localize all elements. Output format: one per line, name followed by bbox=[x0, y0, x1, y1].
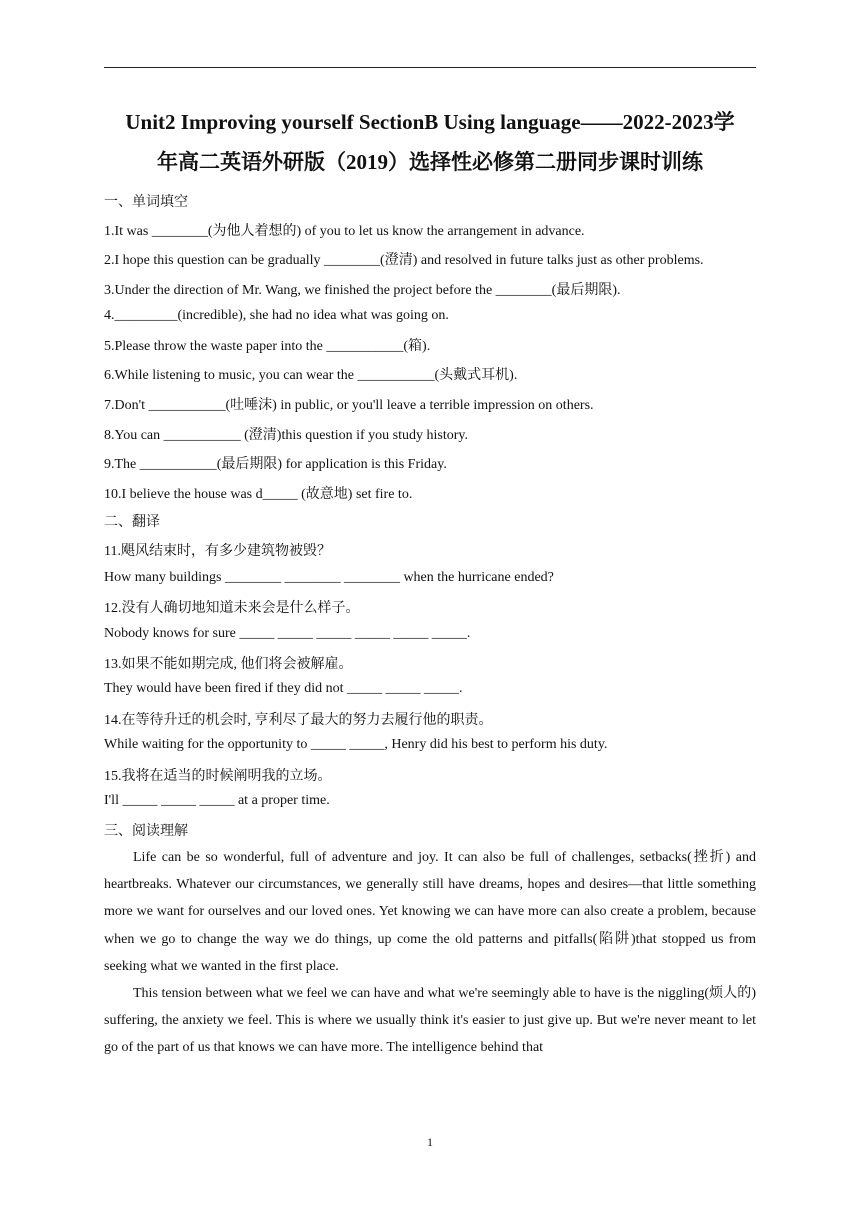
question-13-english: They would have been fired if they did not _____ _____ _____. bbox=[104, 681, 463, 696]
question-14-english: While waiting for the opportunity to _____ _____, Henry did his best to perform his duty. bbox=[104, 737, 608, 752]
question-9: 9.The ___________(最后期限) for application is this Friday. bbox=[104, 457, 447, 472]
header-rule bbox=[104, 67, 756, 68]
question-11-chinese: 11.飓风结束时，有多少建筑物被毁？ bbox=[104, 544, 331, 559]
question-4: 4._________(incredible), she had no idea what was going on. bbox=[104, 308, 449, 323]
reading-passage bbox=[104, 844, 756, 1062]
question-15-chinese: 15.我将在适当的时候阐明我的立场。 bbox=[104, 769, 332, 784]
question-3: 3.Under the direction of Mr. Wang, we finished the project before the ________(最后期限). bbox=[104, 283, 621, 298]
section-heading-reading: 三、阅读理解 bbox=[104, 824, 188, 839]
question-6: 6.While listening to music, you can wear the ___________(头戴式耳机). bbox=[104, 368, 518, 383]
question-14-chinese: 14.在等待升迁的机会时, 亨利尽了最大的努力去履行他的职责。 bbox=[104, 713, 493, 728]
question-11-english: How many buildings ________ ________ ________ when the hurricane ended? bbox=[104, 570, 554, 585]
question-10: 10.I believe the house was d_____ (故意地) set fire to. bbox=[104, 487, 413, 502]
question-13-chinese: 13.如果不能如期完成, 他们将会被解雇。 bbox=[104, 657, 353, 672]
question-15-english: I'll _____ _____ _____ at a proper time. bbox=[104, 793, 330, 808]
document-title-line-2: 年高二英语外研版（2019）选择性必修第二册同步课时训练 bbox=[157, 150, 703, 174]
question-2: 2.I hope this question can be gradually ________(澄清) and resolved in future talks just as other problems. bbox=[104, 253, 704, 268]
document-title-line-1: Unit2 Improving yourself SectionB Using language——2022-2023学 bbox=[125, 110, 735, 134]
question-7: 7.Don't ___________(吐唾沫) in public, or you'll leave a terrible impression on others. bbox=[104, 398, 594, 413]
reading-paragraph-1: Life can be so wonderful, full of adventure and joy. It can also be full of challenges, setbacks(挫折) and heartbreaks. Whatever our circumstances, we generally still have dreams, hopes and desires—that little something more we want for ourselves and our loved ones. Yet knowing we can have more can also create a problem, because when we go to change the way we do things, up come the old patterns and pitfalls(陷阱)that stopped us from seeking what we wanted in the first place. bbox=[104, 850, 756, 974]
question-5: 5.Please throw the waste paper into the ___________(箱). bbox=[104, 339, 431, 354]
question-12-chinese: 12.没有人确切地知道未来会是什么样子。 bbox=[104, 601, 360, 616]
section-heading-translation: 二、翻译 bbox=[104, 515, 160, 530]
question-12-english: Nobody knows for sure _____ _____ _____ _____ _____ _____. bbox=[104, 626, 471, 641]
page-number: 1 bbox=[427, 1135, 433, 1149]
question-1: 1.It was ________(为他人着想的) of you to let us know the arrangement in advance. bbox=[104, 224, 585, 239]
section-heading-fill-blanks: 一、单词填空 bbox=[104, 195, 188, 210]
reading-paragraph-2: This tension between what we feel we can have and what we're seemingly able to have is the niggling(烦人的) suffering, the anxiety we feel. This is where we usually think it's easier to just give up. But we're never meant to let go of the part of us that knows we can have more. The intelligence behind that bbox=[104, 986, 756, 1056]
question-8: 8.You can ___________ (澄清)this question if you study history. bbox=[104, 428, 468, 443]
